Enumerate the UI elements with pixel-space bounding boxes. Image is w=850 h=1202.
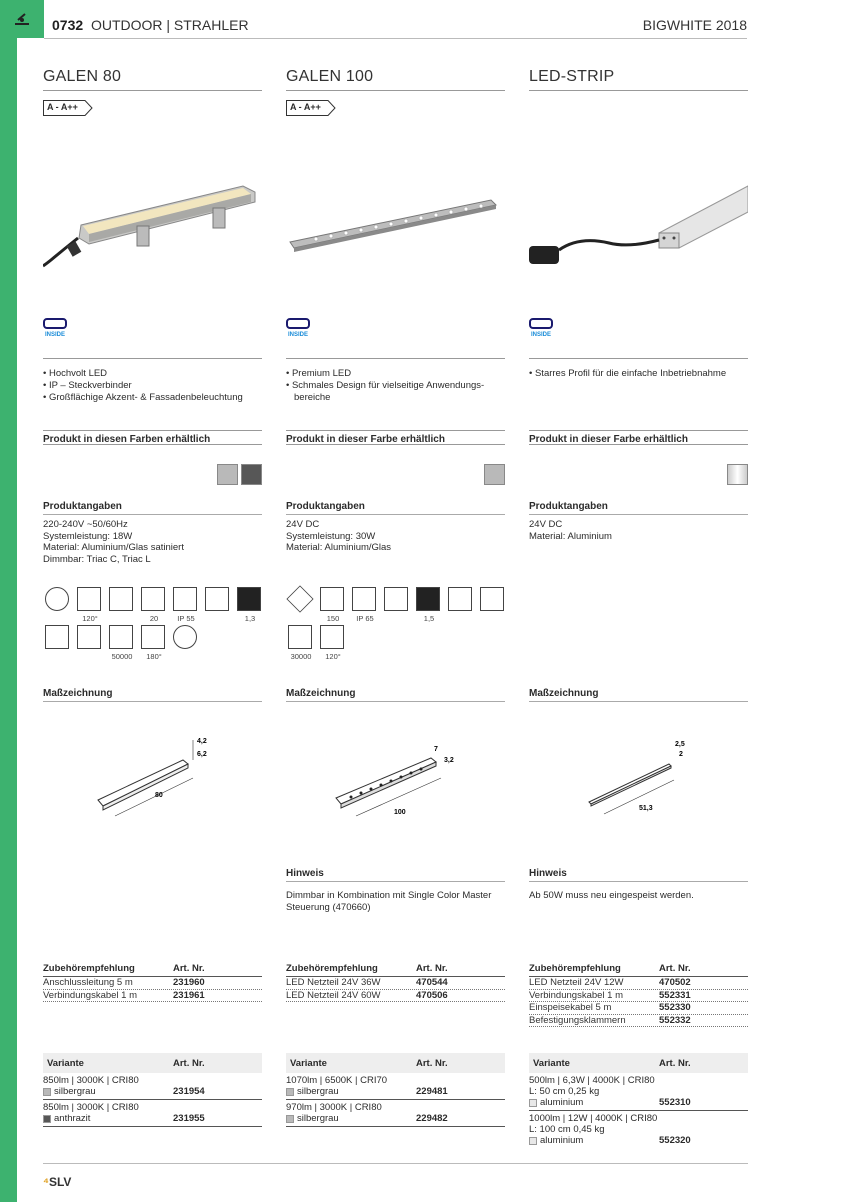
dimension-drawing xyxy=(286,718,505,848)
variant-art: 229482 xyxy=(416,1113,448,1124)
no-insulation-icon xyxy=(43,625,75,663)
dimension-drawing xyxy=(43,718,262,848)
accessory-art: 552331 xyxy=(659,989,691,1001)
svg-text:4,2: 4,2 xyxy=(197,738,207,745)
colors-heading: Produkt in diesen Farben erhältlich xyxy=(43,431,262,445)
svg-text:51,3: 51,3 xyxy=(639,805,653,812)
product-column-led-strip xyxy=(529,68,748,1146)
product-image xyxy=(43,178,262,288)
specs-heading: Produktangaben xyxy=(286,501,505,515)
hint-text: Ab 50W muss neu eingespeist werden. xyxy=(529,890,694,901)
color-swatch-silbergrau xyxy=(217,464,238,485)
cable-length-icon: 20 xyxy=(139,587,171,625)
energy-class: A - A++ xyxy=(47,102,78,112)
variant-title: 850lm | 3000K | CRI80 xyxy=(43,1075,139,1086)
color-chip xyxy=(43,1115,51,1123)
variant-color: silbergrau xyxy=(297,1086,339,1097)
spec-item: Systemleistung: 18W xyxy=(43,530,133,542)
accessory-name: Anschlussleitung 5 m xyxy=(43,977,133,988)
ik-rating-icon xyxy=(478,587,510,625)
outdoor-floodlight-icon xyxy=(12,10,32,28)
svg-text:80: 80 xyxy=(155,792,163,799)
variant-art: 229481 xyxy=(416,1086,448,1097)
variant-header-label: Variante xyxy=(290,1058,327,1069)
variant-color: silbergrau xyxy=(54,1086,96,1097)
class-one-icon xyxy=(43,587,75,625)
variant-table xyxy=(286,1053,505,1127)
weight-icon: 1,5 xyxy=(414,587,446,625)
color-chip xyxy=(286,1115,294,1123)
footer-divider xyxy=(43,1163,748,1164)
lifetime-icon: 30000 xyxy=(286,625,318,663)
product-title: GALEN 80 xyxy=(43,68,262,91)
specs-heading: Produktangaben xyxy=(529,501,748,515)
led-inside-logo xyxy=(43,318,69,341)
color-swatch-aluminium xyxy=(727,464,748,485)
feature-item: bereiche xyxy=(294,392,331,403)
spec-item: 24V DC xyxy=(286,519,320,530)
cable-length-icon: 150 xyxy=(318,587,350,625)
variant-row xyxy=(286,1100,505,1127)
variant-table xyxy=(529,1053,748,1148)
colors-section xyxy=(529,430,748,445)
accessory-table xyxy=(529,963,748,1027)
min-distance-icon xyxy=(107,587,139,625)
accessory-header-art: Art. Nr. xyxy=(173,963,205,974)
accessory-header-label: Zubehörempfehlung xyxy=(529,963,621,974)
outdoor-category-tab xyxy=(0,0,44,38)
variant-row xyxy=(286,1073,505,1100)
svg-text:2,5: 2,5 xyxy=(675,741,685,748)
accessory-table xyxy=(286,963,505,1002)
hint-heading: Hinweis xyxy=(286,868,505,882)
feature-item: • Großflächige Akzent- & Fassadenbeleuchtung xyxy=(43,392,243,403)
feature-list xyxy=(43,358,262,404)
accessory-table xyxy=(43,963,262,1002)
accessory-art: 552330 xyxy=(659,1002,691,1013)
accessory-header xyxy=(286,963,505,977)
variant-color: aluminium xyxy=(540,1135,584,1146)
spec-list xyxy=(529,519,612,542)
spec-item: Dimmbar: Triac C, Triac L xyxy=(43,553,151,565)
variant-color: anthrazit xyxy=(54,1113,91,1124)
product-column-galen-80 xyxy=(43,68,262,1124)
variant-art: 231955 xyxy=(173,1113,205,1124)
led-inside-logo xyxy=(286,318,312,341)
color-swatches xyxy=(727,464,748,485)
beam-angle-icon: 120° xyxy=(75,587,107,625)
color-swatch-silbergrau xyxy=(484,464,505,485)
hint-section xyxy=(286,868,505,914)
dimension-heading: Maßzeichnung xyxy=(43,688,262,702)
variant-size: L: 100 cm 0,45 kg xyxy=(529,1124,605,1135)
property-icons xyxy=(286,587,526,663)
spec-item: Material: Aluminium/Glas satiniert xyxy=(43,542,184,553)
dimension-heading: Maßzeichnung xyxy=(529,688,748,702)
weight-icon: 1,3 xyxy=(235,587,267,625)
color-swatches xyxy=(484,464,505,485)
variant-title: 970lm | 3000K | CRI80 xyxy=(286,1102,382,1113)
svg-text:INSIDE: INSIDE xyxy=(45,332,66,338)
variant-header xyxy=(529,1053,748,1073)
mount-surface-icon xyxy=(203,587,235,625)
accessory-header xyxy=(529,963,748,977)
variant-header-label: Variante xyxy=(47,1058,84,1069)
energy-label xyxy=(286,100,336,116)
accessory-name: Verbindungskabel 1 m xyxy=(529,989,624,1001)
color-chip xyxy=(286,1088,294,1096)
specs-heading: Produktangaben xyxy=(43,501,262,515)
product-image xyxy=(529,178,748,288)
colors-heading: Produkt in dieser Farbe erhältlich xyxy=(529,431,748,445)
header-divider xyxy=(44,38,747,39)
colors-section xyxy=(286,430,505,445)
svg-text:INSIDE: INSIDE xyxy=(531,332,552,338)
color-chip xyxy=(529,1099,537,1107)
variant-art: 552320 xyxy=(659,1135,691,1146)
lifetime-icon: 50000 xyxy=(107,625,139,663)
catalog-name: BIGWHITE 2018 xyxy=(642,17,747,33)
energy-class: A - A++ xyxy=(290,102,321,112)
accessory-header-label: Zubehörempfehlung xyxy=(43,963,135,974)
variant-header-art: Art. Nr. xyxy=(173,1058,205,1069)
accessory-row xyxy=(286,977,505,990)
accessory-row xyxy=(529,1002,748,1015)
variant-color: silbergrau xyxy=(297,1113,339,1124)
feature-item: • IP – Steckverbinder xyxy=(43,380,132,391)
no-insulation-icon xyxy=(446,587,478,625)
accessory-header xyxy=(43,963,262,977)
hint-text: Dimmbar in Kombination mit Single Color Master Steuerung (470660) xyxy=(286,890,492,913)
dimmable-icon xyxy=(171,625,203,663)
variant-art: 231954 xyxy=(173,1086,205,1097)
accessory-art: 231961 xyxy=(173,989,205,1001)
side-color-bar xyxy=(0,0,17,1202)
variant-title: 1070lm | 6500K | CRI70 xyxy=(286,1075,388,1086)
accessory-art: 470544 xyxy=(416,977,448,988)
feature-list xyxy=(286,358,505,404)
property-icons xyxy=(43,587,283,663)
accessory-row xyxy=(43,977,262,990)
accessory-row xyxy=(529,990,748,1003)
accessory-header-art: Art. Nr. xyxy=(416,963,448,974)
variant-row xyxy=(43,1100,262,1127)
accessory-name: Einspeisekabel 5 m xyxy=(529,1002,612,1013)
feature-item: • Hochvolt LED xyxy=(43,368,108,379)
variant-title: 1000lm | 12W | 4000K | CRI80 xyxy=(529,1113,658,1124)
accessory-name: LED Netzteil 24V 60W xyxy=(286,989,381,1001)
product-image xyxy=(286,178,505,288)
variant-header-art: Art. Nr. xyxy=(416,1058,448,1069)
color-swatches xyxy=(217,464,262,485)
variant-art: 552310 xyxy=(659,1097,691,1108)
variant-row xyxy=(529,1111,748,1148)
feature-item: • Schmales Design für vielseitige Anwendungs- xyxy=(286,380,485,391)
accessory-name: Befestigungsklammern xyxy=(529,1014,626,1026)
spec-item: 24V DC xyxy=(529,519,563,530)
color-chip xyxy=(43,1088,51,1096)
variant-table xyxy=(43,1053,262,1127)
section-title: OUTDOOR | STRAHLER xyxy=(90,17,249,33)
accessory-header-label: Zubehörempfehlung xyxy=(286,963,378,974)
spec-item: Systemleistung: 30W xyxy=(286,530,376,542)
accessory-art: 552332 xyxy=(659,1014,691,1026)
svg-text:3,2: 3,2 xyxy=(444,757,454,764)
variant-title: 500lm | 6,3W | 4000K | CRI80 xyxy=(529,1075,655,1086)
product-title: LED-STRIP xyxy=(529,68,748,91)
accessory-art: 470502 xyxy=(659,977,691,988)
variant-header xyxy=(286,1053,505,1073)
spec-item: Material: Aluminium/Glas xyxy=(286,542,392,553)
accessory-header-art: Art. Nr. xyxy=(659,963,691,974)
led-inside-logo xyxy=(529,318,555,341)
accessory-name: LED Netzteil 24V 36W xyxy=(286,977,381,988)
svg-text:7: 7 xyxy=(434,746,438,753)
accessory-row xyxy=(286,990,505,1003)
beam-angle-icon: 120° xyxy=(318,625,350,663)
energy-label xyxy=(43,100,93,116)
product-title: GALEN 100 xyxy=(286,68,505,91)
color-chip xyxy=(529,1137,537,1145)
hint-heading: Hinweis xyxy=(529,868,748,882)
svg-text:INSIDE: INSIDE xyxy=(288,332,309,338)
variant-size: L: 50 cm 0,25 kg xyxy=(529,1086,600,1097)
ip-rating-icon: IP 55 xyxy=(171,587,203,625)
accessory-name: LED Netzteil 24V 12W xyxy=(529,977,624,988)
dimension-drawing xyxy=(529,718,748,848)
variant-header-art: Art. Nr. xyxy=(659,1058,691,1069)
accessory-row xyxy=(529,1015,748,1028)
ik-rating-icon xyxy=(75,625,107,663)
spec-list xyxy=(286,519,391,554)
variant-title: 850lm | 3000K | CRI80 xyxy=(43,1102,139,1113)
variant-row xyxy=(529,1073,748,1111)
variant-header-label: Variante xyxy=(533,1058,570,1069)
mount-surface-icon xyxy=(382,587,414,625)
variant-header xyxy=(43,1053,262,1073)
spec-item: Material: Aluminium xyxy=(529,530,612,542)
svg-text:6,2: 6,2 xyxy=(197,751,207,758)
tilt-angle-icon: 180° xyxy=(139,625,171,663)
brand-logo: ⁴SLV xyxy=(43,1175,72,1189)
class-three-icon xyxy=(286,587,318,625)
svg-text:2: 2 xyxy=(679,751,683,758)
accessory-art: 231960 xyxy=(173,977,205,988)
ip-rating-icon: IP 65 xyxy=(350,587,382,625)
feature-item: • Premium LED xyxy=(286,368,352,379)
page-header xyxy=(52,17,249,33)
page-number: 0732 xyxy=(52,17,84,33)
spec-list xyxy=(43,519,184,565)
feature-list xyxy=(529,358,748,380)
accessory-row xyxy=(43,990,262,1003)
dimension-heading: Maßzeichnung xyxy=(286,688,505,702)
colors-heading: Produkt in dieser Farbe erhältlich xyxy=(286,431,505,445)
accessory-name: Verbindungskabel 1 m xyxy=(43,989,138,1001)
color-swatch-anthrazit xyxy=(241,464,262,485)
spec-item: 220-240V ~50/60Hz xyxy=(43,519,128,530)
feature-item: • Starres Profil für die einfache Inbetriebnahme xyxy=(529,368,727,379)
colors-section xyxy=(43,430,262,445)
product-column-galen-100 xyxy=(286,68,505,1124)
accessory-row xyxy=(529,977,748,990)
accessory-art: 470506 xyxy=(416,989,448,1001)
variant-row xyxy=(43,1073,262,1100)
variant-color: aluminium xyxy=(540,1097,584,1108)
hint-section xyxy=(529,868,748,902)
svg-text:100: 100 xyxy=(394,809,406,816)
